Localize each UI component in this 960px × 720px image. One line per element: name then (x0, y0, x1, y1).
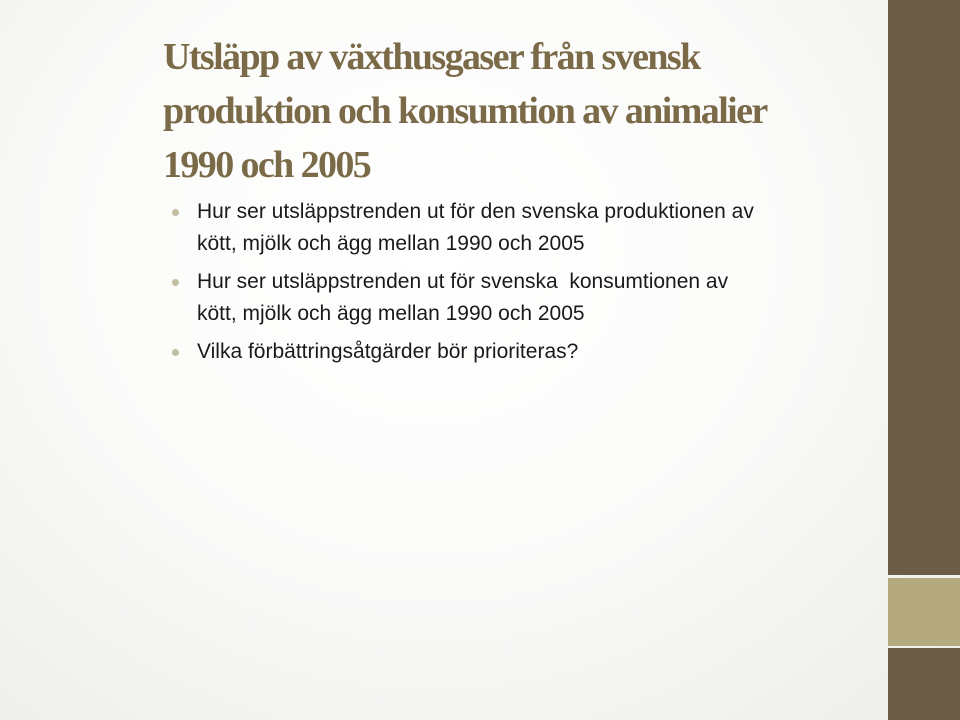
slide-title-line: 1990 och 2005 (163, 144, 371, 186)
bullet-text-line: kött, mjölk och ägg mellan 1990 och 2005 (197, 231, 585, 255)
bullet-text-line: Hur ser utsläppstrenden ut för svenska konsumtionen av (197, 270, 729, 293)
side-bar-accent (888, 578, 960, 646)
bullet-dot-icon (172, 279, 179, 286)
slide-title-line: Utsläpp av växthusgaser från svensk (163, 36, 700, 78)
bullet-list (172, 196, 912, 375)
bullet-item (172, 336, 912, 368)
bullet-item (172, 266, 912, 329)
slide-title (163, 30, 923, 192)
side-bar-bottom (888, 648, 960, 720)
bullet-text-line: Hur ser utsläppstrenden ut för den svenska produktionen av (197, 200, 754, 223)
bullet-item (172, 196, 912, 259)
bullet-dot-icon (172, 209, 179, 216)
bullet-text-line: kött, mjölk och ägg mellan 1990 och 2005 (197, 301, 585, 325)
bullet-text-line: Vilka förbättringsåtgärder bör prioriteras? (197, 340, 579, 363)
slide-title-line: produktion och konsumtion av animalier (163, 90, 767, 132)
bullet-dot-icon (172, 349, 179, 356)
